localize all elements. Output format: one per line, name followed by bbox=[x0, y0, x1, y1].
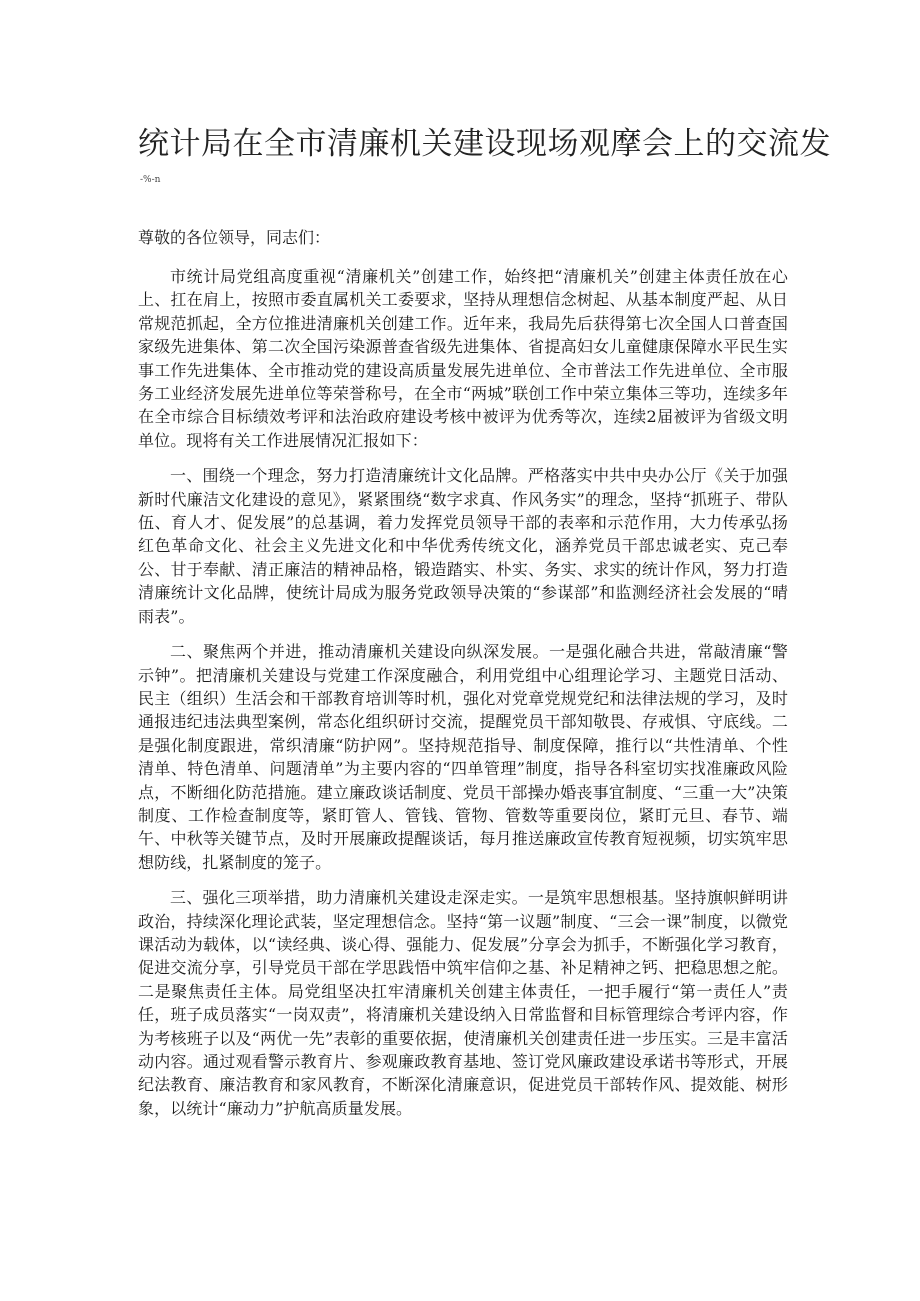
document-body bbox=[138, 224, 788, 1132]
paragraph-section-three: 三、强化三项举措，助力清廉机关建设走深走实。一是筑牢思想根基。坚持旗帜鲜明讲政治，持续深化理论武装，坚定理想信念。坚持“第一议题”制度、“三会一课”制度，以微党课活动为载体，以“读经典、谈心得、强能力、促发展”分享会为抓手，不断强化学习教育，促进交流分享，引导党员干部在学思践悟中筑牢信仰之基、补足精神之钙、把稳思想之舵。二是聚焦责任主体。局党组坚决扛牢清廉机关创建主体责任，一把手履行“第一责任人”责任，班子成员落实“一岗双责”，将清廉机关建设纳入日常监督和目标管理综合考评内容，作为考核班子以及“两优一先”表彰的重要依据，使清廉机关创建责任进一步压实。三是丰富活动内容。通过观看警示教育片、参观廉政教育基地、签订党风廉政建设承诺书等形式，开展纪法教育、廉洁教育和家风教育，不断深化清廉意识，促进党员干部转作风、提效能、树形象，以统计“廉动力”护航高质量发展。 bbox=[138, 888, 788, 1118]
salutation: 尊敬的各位领导，同志们： bbox=[138, 228, 331, 247]
paragraph-section-two: 二、聚焦两个并进，推动清廉机关建设向纵深发展。一是强化融合共进，常敲清廉“警示钟”。把清廉机关建设与党建工作深度融合，利用党组中心组理论学习、主题党日活动、民主（组织）生活会和干部教育培训等时机，强化对党章党规党纪和法律法规的学习，及时通报违纪违法典型案例，常态化组织研讨交流，提醒党员干部知敬畏、存戒惧、守底线。二是强化制度跟进，常织清廉“防护网”。坚持规范指导、制度保障，推行以“共性清单、个性清单、特色清单、问题清单”为主要内容的“四单管理”制度，指导各科室切实找准廉政风险点，不断细化防范措施。建立廉政谈话制度、党员干部操办婚丧事宜制度、“三重一大”决策制度、工作检查制度等，紧盯管人、管钱、管物、管数等重要岗位，紧盯元旦、春节、端午、中秋等关键节点，及时开展廉政提醒谈话，每月推送廉政宣传教育短视频，切实筑牢思想防线，扎紧制度的笼子。 bbox=[138, 642, 788, 872]
title-continuation-fragment: -%-n bbox=[140, 175, 161, 185]
paragraph-intro: 市统计局党组高度重视“清廉机关”创建工作，始终把“清廉机关”创建主体责任放在心上、扛在肩上，按照市委直属机关工委要求，坚持从理想信念树起、从基本制度严起、从日常规范抓起，全方位推进清廉机关创建工作。近年来，我局先后获得第七次全国人口普查国家级先进集体、第二次全国污染源普查省级先进集体、省提高妇女儿童健康保障水平民生实事工作先进集体、全市推动党的建设高质量发展先进单位、全市普法工作先进单位、全市服务工业经济发展先进单位等荣誉称号，在全市“两城”联创工作中荣立集体三等功，连续多年在全市综合目标绩效考评和法治政府建设考核中被评为优秀等次，连续2届被评为省级文明单位。现将有关工作进展情况汇报如下： bbox=[138, 267, 788, 450]
document-title: 统计局在全市清廉机关建设现场观摩会上的交流发 bbox=[138, 126, 831, 162]
paragraph-section-one: 一、围绕一个理念，努力打造清廉统计文化品牌。严格落实中共中央办公厅《关于加强新时代廉洁文化建设的意见》，紧紧围绕“数字求真、作风务实”的理念，坚持“抓班子、带队伍、育人才、促发展”的总基调，着力发挥党员领导干部的表率和示范作用，大力传承弘扬红色革命文化、社会主义先进文化和中华优秀传统文化，涵养党员干部忠诚老实、克己奉公、甘于奉献、清正廉洁的精神品格，锻造踏实、朴实、务实、求实的统计作风，努力打造清廉统计文化品牌，使统计局成为服务党政领导决策的“参谋部”和监测经济社会发展的“晴雨表”。 bbox=[138, 466, 788, 626]
